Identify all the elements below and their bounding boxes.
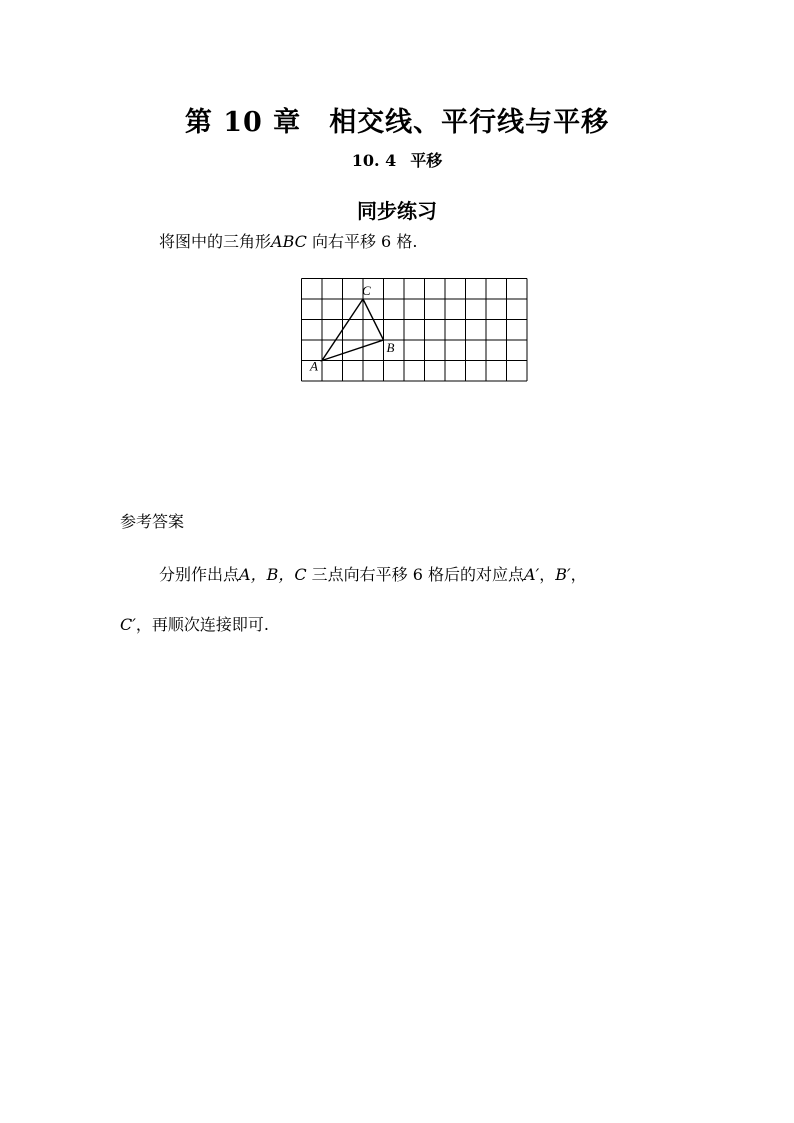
section-name: 平移 <box>410 151 443 170</box>
answer-prefix: 分别作出点 <box>159 565 240 584</box>
problem-statement <box>159 229 417 252</box>
answer-point-a-prime: A′ <box>524 565 540 584</box>
answer-separator-1: ， <box>539 565 556 584</box>
section-number: 10. 4 <box>351 151 397 170</box>
exercise-heading: 同步练习 <box>357 199 437 223</box>
answer-line-1 <box>159 562 587 585</box>
answer-point-c-prime: C′ <box>120 615 136 634</box>
chapter-name: 相交线、平行线与平移 <box>329 107 610 138</box>
answer-separator-2: ， <box>570 565 587 584</box>
answer-heading: 参考答案 <box>120 512 185 531</box>
problem-text-before: 将图中的三角形 <box>159 232 272 251</box>
triangle-abc <box>322 299 384 361</box>
point-label-b: B <box>386 340 395 355</box>
grid-lines <box>302 279 528 382</box>
answer-rest: ，再顺次连接即可. <box>135 615 269 634</box>
problem-text-after: 向右平移 6 格. <box>311 232 418 251</box>
triangle-grid-figure <box>300 276 532 384</box>
chapter-number: 第 10 章 <box>184 107 302 138</box>
chapter-title <box>0 100 794 139</box>
point-label-c: C <box>362 283 371 298</box>
answer-points: A，B，C <box>239 565 307 584</box>
point-label-a: A <box>310 358 318 374</box>
answer-middle: 三点向右平移 6 格后的对应点 <box>311 565 525 584</box>
answer-point-b-prime: B′ <box>555 565 571 584</box>
section-title <box>0 148 794 171</box>
answer-line-2 <box>120 612 269 635</box>
triangle-name: ABC <box>271 232 307 251</box>
